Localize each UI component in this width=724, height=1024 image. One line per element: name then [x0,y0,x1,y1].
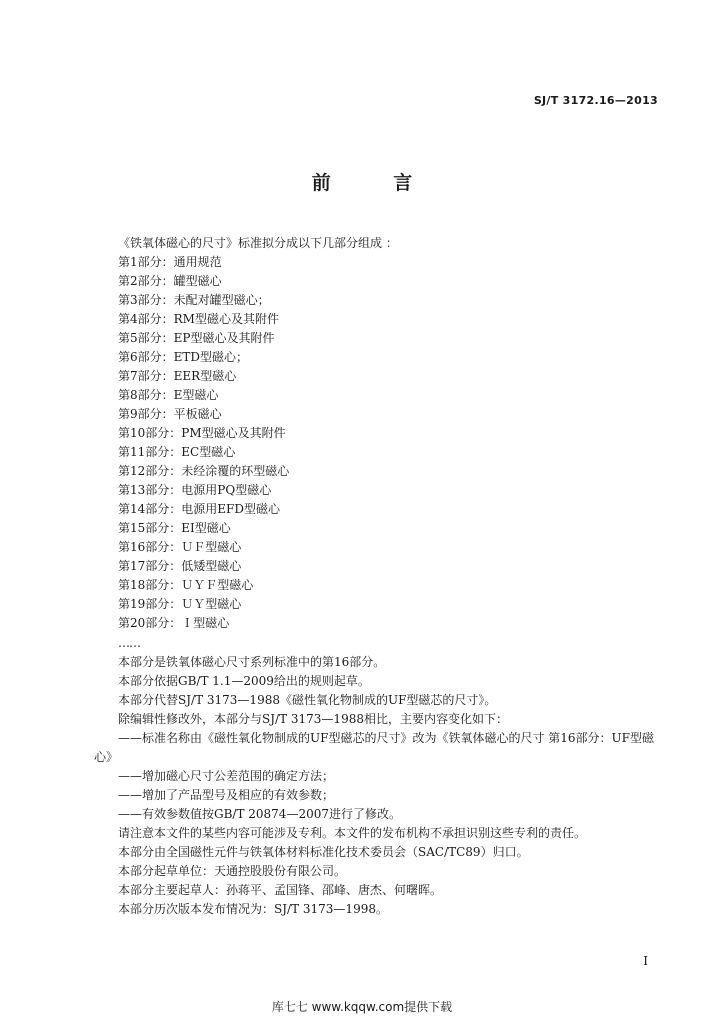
list-item: 第5部分：EP型磁心及其附件 [118,331,275,345]
list-item: 第12部分：未经涂覆的环型磁心 [118,464,290,478]
paragraph: 本部分历次版本发布情况为：SJ/T 3173—1998。 [118,902,388,916]
list-item: 第2部分：罐型磁心 [118,274,222,288]
list-item: 第18部分：ＵＹＦ型磁心 [118,578,254,592]
list-item: 第17部分：低矮型磁心 [118,559,242,573]
list-item: 第19部分：ＵＹ型磁心 [118,597,242,611]
list-item: 第10部分：PM型磁心及其附件 [118,426,286,440]
document-code: SJ/T 3172.16—2013 [533,94,658,107]
body-text [94,653,654,919]
page-title: 前 言 [311,172,441,194]
list-item: 第3部分：未配对罐型磁心； [118,293,270,307]
list-item: 第11部分：EC型磁心 [118,445,236,459]
paragraph: ——有效参数值按GB/T 20874—2007进行了修改。 [118,807,401,821]
list-item: 第16部分：ＵＦ型磁心 [118,540,242,554]
list-item: 第8部分：E型磁心 [118,388,219,402]
paragraph: ——增加了产品型号及相应的有效参数； [118,788,335,802]
page-number: I [643,954,648,968]
paragraph: 本部分是铁氧体磁心尺寸系列标准中的第16部分。 [118,655,386,669]
paragraph: 本部分依据GB/T 1.1—2009给出的规则起草。 [118,674,370,688]
paragraph: ——增加磁心尺寸公差范围的确定方法； [118,769,335,783]
list-item: 第13部分：电源用PQ型磁心 [118,483,272,497]
ellipsis: …… [118,636,140,650]
parts-list [118,253,289,633]
list-item: 第14部分：电源用EFD型磁心 [118,502,280,516]
intro-line: 《铁氧体磁心的尺寸》标准拟分成以下几部分组成 ： [118,236,398,250]
list-item: 第20部分：Ｉ型磁心 [118,616,230,630]
paragraph: 除编辑性修改外，本部分与SJ/T 3173—1988相比，主要内容变化如下： [118,712,508,726]
list-item: 第1部分：通用规范 [118,255,222,269]
list-item: 第6部分：ETD型磁心； [118,350,249,364]
paragraph: 本部分代替SJ/T 3173—1988《磁性氧化物制成的UF型磁芯的尺寸》。 [118,693,497,707]
paragraph: 本部分主要起草人：孙蒋平、孟国锋、邵峰、唐杰、何曙晖。 [118,883,443,897]
list-item: 第9部分：平板磁心 [118,407,222,421]
download-footer: 库七七 www.kqqw.com提供下载 [271,1000,453,1014]
paragraph: ——标准名称由《磁性氧化物制成的UF型磁芯的尺寸》改为《铁氧体磁心的尺寸 第16部分：UF型磁心》 [94,731,654,764]
list-item: 第15部分：EI型磁心 [118,521,231,535]
list-item: 第4部分：RM型磁心及其附件 [118,312,279,326]
paragraph: 本部分起草单位：天通控股股份有限公司。 [118,864,347,878]
paragraph: 请注意本文件的某些内容可能涉及专利。本文件的发布机构不承担识别这些专利的责任。 [118,826,587,840]
list-item: 第7部分：EER型磁心 [118,369,237,383]
paragraph: 本部分由全国磁性元件与铁氧体材料标准化技术委员会（SAC/TC89）归口。 [118,845,529,859]
